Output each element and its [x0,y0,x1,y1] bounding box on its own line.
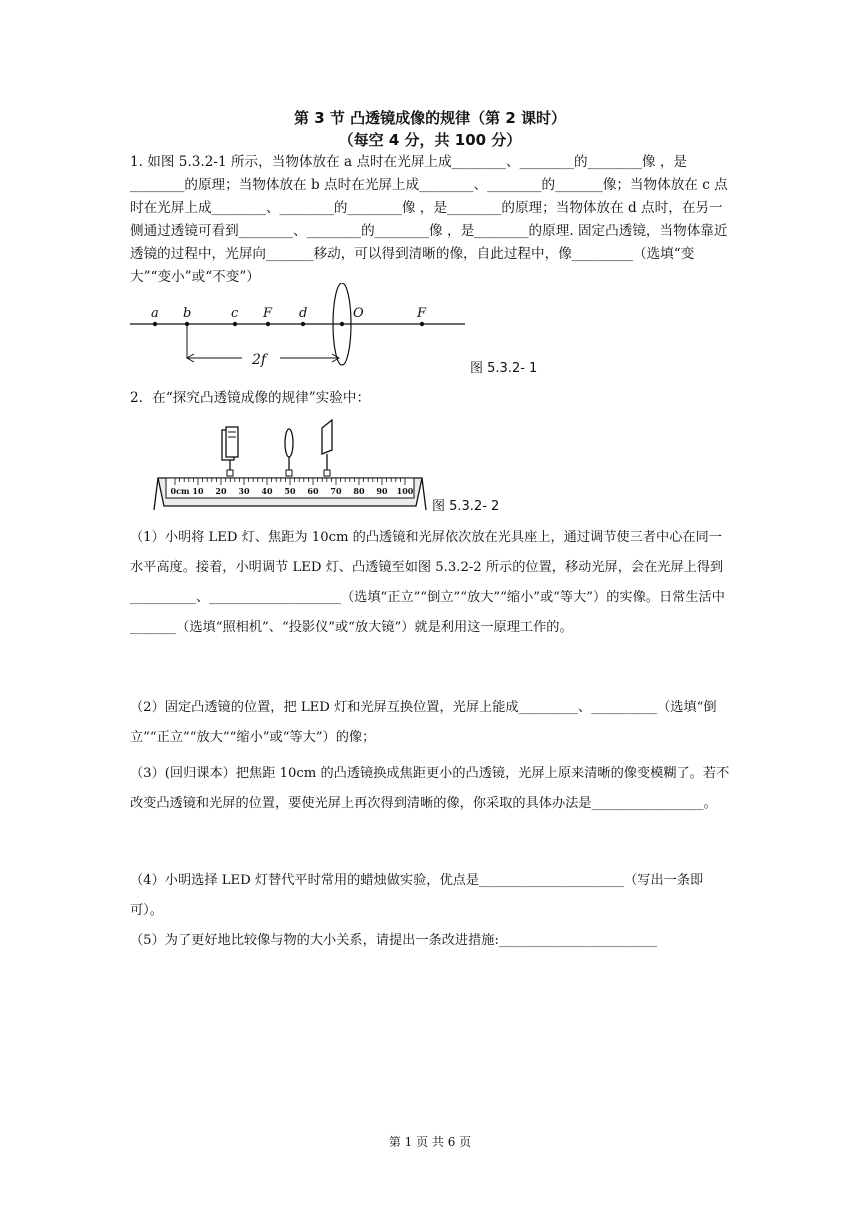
ruler-label-10: 10 [192,486,204,496]
ruler-label-70: 70 [330,486,342,496]
label-O: O [353,306,364,321]
ruler-label-20: 20 [215,486,227,496]
page-subtitle: （每空 4 分，共 100 分） [338,131,522,149]
light-screen-icon [322,420,332,476]
page-footer: 第 1 页 共 6 页 [388,1135,472,1149]
label-F-left: F [263,306,273,321]
point-F-right-dot [420,322,424,326]
question-2-intro: 2．在“探究凸透镜成像的规律”实验中： [130,390,371,406]
ruler-label-50: 50 [284,486,296,496]
ruler-label-30: 30 [238,486,250,496]
label-b: b [183,306,192,321]
figure-1-caption: 图 5.3.2- 1 [470,361,538,376]
point-F-left-dot [266,322,270,326]
label-d: d [299,306,308,321]
ruler-label-90: 90 [376,486,388,496]
ruler-label-0: 0cm [170,486,190,496]
figure-2-diagram [150,418,430,513]
convex-lens-icon [285,429,293,476]
label-F-right: F [417,306,427,321]
question-2-part-3: （3）(回归课本）把焦距 10cm 的凸透镜换成焦距更小的凸透镜，光屏上原来清晰的像变模糊了。若不改变凸透镜和光屏的位置，要使光屏上再次得到清晰的像，你采取的具体办法是_________________。 [130,766,730,811]
label-2f: 2f [252,352,267,368]
question-2-part-5: （5）为了更好地比较像与物的大小关系，请提出一条改进措施:________________________ [130,933,658,948]
point-c-dot [233,322,237,326]
ruler-label-80: 80 [353,486,365,496]
ruler-label-40: 40 [261,486,273,496]
question-2-part-2: （2）固定凸透镜的位置，把 LED 灯和光屏互换位置，光屏上能成_________、__________（选填“倒立”“正立”“放大”“缩小”或“等大”）的像； [130,700,717,745]
question-2-part-1: （1）小明将 LED 灯、焦距为 10cm 的凸透镜和光屏依次放在光具座上，通过调节使三者中心在同一水平高度。接着，小明调节 LED 灯、凸透镜至如图 5.3.2-2 所示的位置，移动光屏，会在光屏上得到__________、____________________（选填“正立”“倒立”“放大”“缩小”或“等大”）的实像。日常生活中_______（选填“照相机”、“投影仪”或“放大镜”）就是利用这一原理工作的。 [130,530,725,635]
figure-1-diagram [125,283,470,378]
point-a-dot [153,322,157,326]
ruler-label-60: 60 [307,486,319,496]
label-c: c [231,306,239,321]
point-d-dot [301,322,305,326]
ruler-label-100: 100 [396,486,414,496]
page-title: 第 3 节 凸透镜成像的规律（第 2 课时） [294,109,566,127]
question-2-part-4: （4）小明选择 LED 灯替代平时常用的蜡烛做实验，优点是______________________（写出一条即可）。 [130,873,704,918]
question-1: 1. 如图 5.3.2-1 所示，当物体放在 a 点时在光屏上成________、________的________像 ，是________的原理；当物体放在 b 点时在光屏上成________、________的_______像；当物体放在 c 点时在光屏上成________、________的________像 ，是________的原理；当物体放在 d 点时，在另一侧通过透镜可看到________、________的________像 ，是________的原理. 固定凸透镜，当物体靠近透镜的过程中，光屏向_______移动，可以得到清晰的像，自此过程中，像_________（选填“变大”“变小”或“不变”） [130,154,728,285]
label-a: a [151,306,159,321]
figure-2-caption: 图 5.3.2- 2 [432,499,500,514]
point-O-dot [340,322,344,326]
led-lamp-icon [222,427,238,476]
